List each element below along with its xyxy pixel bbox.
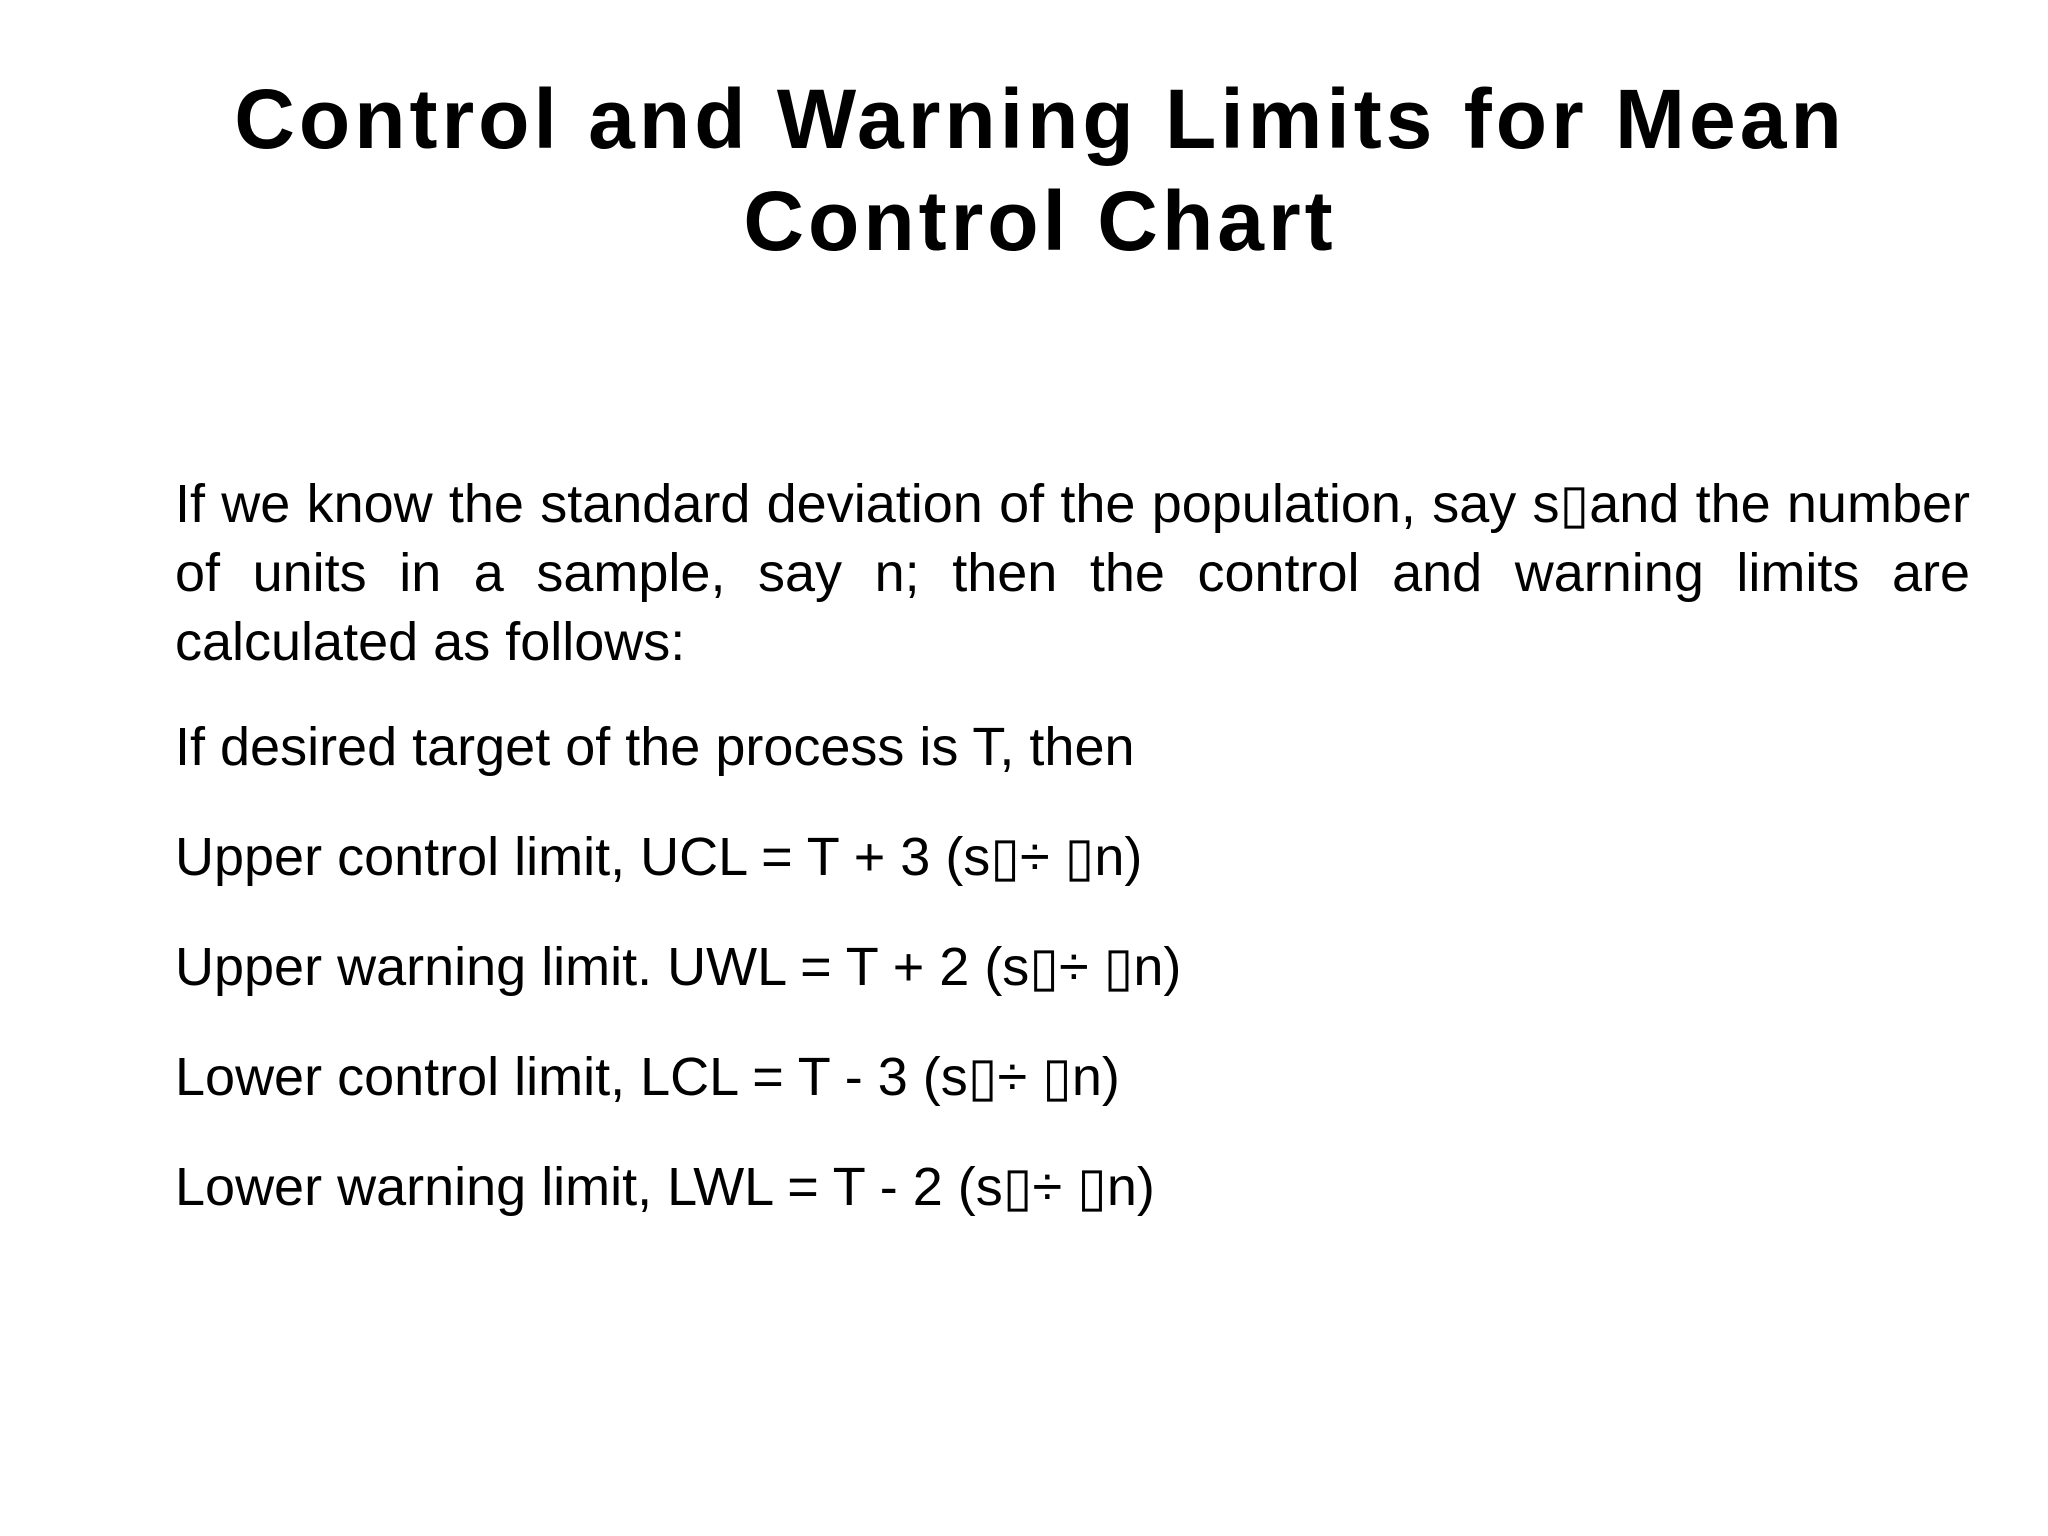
formula-uwl: Upper warning limit. UWL = T + 2 (s▯÷ ▯n) [175,937,1182,997]
formula-lwl: Lower warning limit, LWL = T - 2 (s▯÷ ▯n) [175,1157,1155,1217]
intro-paragraph: If we know the standard deviation of the population, say s▯and the number of units in a sample, say n; then the control and warning limits are calculated as follows: [175,474,1970,672]
slide-title: Control and Warning Limits for Mean Control Chart [234,72,1846,268]
formula-lcl: Lower control limit, LCL = T - 3 (s▯÷ ▯n) [175,1047,1120,1107]
target-statement: If desired target of the process is T, then [175,717,1135,777]
slide-body [175,470,1970,1222]
formula-ucl: Upper control limit, UCL = T + 3 (s▯÷ ▯n) [175,827,1143,887]
